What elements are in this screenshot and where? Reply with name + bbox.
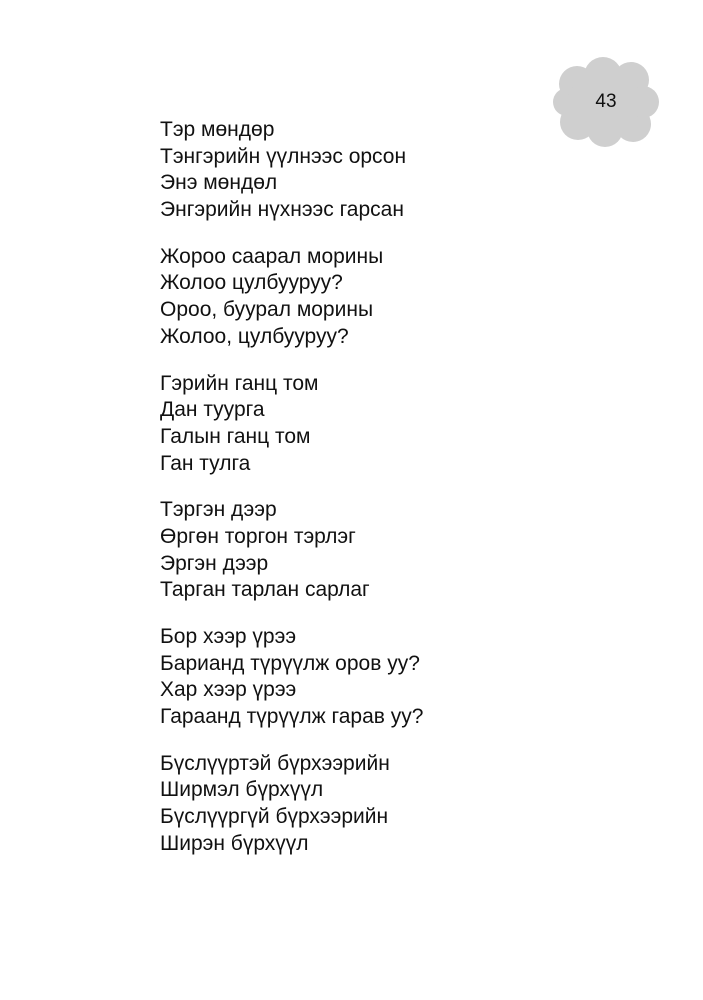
page-number: 43 [595, 91, 617, 112]
poem-stanza [160, 624, 660, 731]
poem-line: Эргэн дээр [160, 551, 269, 575]
poem-line: Тэр мөндөр [160, 118, 275, 141]
poem-line: Жолоо цулбууруу? [160, 271, 343, 295]
poem-text [160, 117, 660, 858]
poem-line: Гараанд түрүүлж гарав уу? [160, 705, 424, 729]
poem-line: Өргөн торгон тэрлэг [160, 524, 356, 548]
poem-line: Тэргэн дээр [160, 498, 277, 522]
poem-stanza [160, 371, 660, 478]
poem-line: Ган тулга [160, 451, 251, 475]
poem-stanza [160, 117, 660, 224]
poem-line: Хар хээр үрээ [160, 678, 297, 702]
poem-line: Дан туурга [160, 398, 265, 422]
poem-line: Бор хээр үрээ [160, 625, 297, 648]
poem-line: Тарган тарлан сарлаг [160, 578, 370, 602]
poem-line: Бүслүүртэй бүрхээрийн [160, 751, 390, 775]
poem-line: Галын ганц том [160, 424, 311, 448]
poem-line: Бүслүүргүй бүрхээрийн [160, 805, 389, 829]
poem-line: Жороо саарал морины [160, 244, 384, 268]
poem-stanza [160, 497, 660, 604]
poem-line: Энэ мөндөл [160, 171, 278, 195]
poem-stanza [160, 244, 660, 351]
poem-line: Энгэрийн нүхнээс гарсан [160, 198, 404, 222]
poem-line: Гэрийн ганц том [160, 371, 319, 395]
poem-line: Ширмэл бүрхүүл [160, 778, 324, 802]
poem-line: Тэнгэрийн үүлнээс орсон [160, 144, 407, 168]
poem-line: Ороо, буурал морины [160, 298, 374, 322]
poem-line: Ширэн бүрхүүл [160, 831, 309, 855]
poem-stanza [160, 751, 660, 858]
poem-line: Жолоо, цулбууруу? [160, 324, 349, 348]
poem-line: Барианд түрүүлж оров уу? [160, 651, 420, 675]
